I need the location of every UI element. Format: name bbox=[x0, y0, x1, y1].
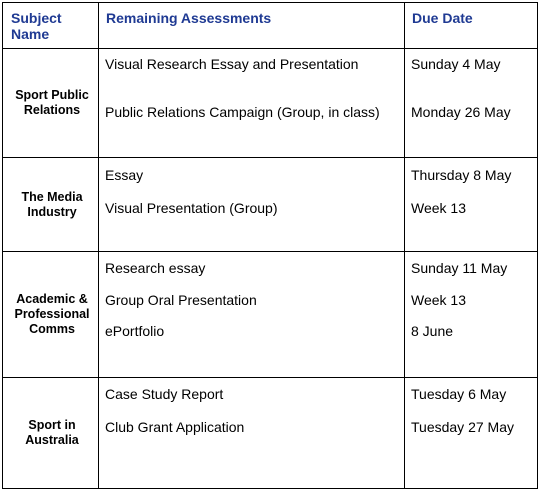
assessment-due: Tuesday 6 May bbox=[411, 386, 507, 402]
assessment-due: Tuesday 27 May bbox=[411, 419, 514, 435]
assessment-due: 8 June bbox=[411, 323, 454, 339]
subject-sport-in-australia: Sport in Australia bbox=[25, 418, 79, 447]
assessment-name: Public Relations Campaign (Group, in class) bbox=[105, 104, 380, 120]
assessment-due: Monday 26 May bbox=[411, 104, 511, 120]
header-subject-name: Subject Name bbox=[11, 10, 62, 42]
assessment-due: Week 13 bbox=[411, 292, 466, 308]
subject-academic-professional-comms: Academic & Professional Comms bbox=[14, 292, 90, 336]
header-remaining-assessments: Remaining Assessments bbox=[106, 10, 272, 26]
column-divider bbox=[404, 3, 405, 488]
assessment-due: Sunday 4 May bbox=[411, 56, 501, 72]
assessment-name: Visual Presentation (Group) bbox=[105, 200, 278, 216]
assessment-name: ePortfolio bbox=[105, 323, 165, 339]
assessment-name: Club Grant Application bbox=[105, 419, 245, 435]
assessment-name: Visual Research Essay and Presentation bbox=[105, 56, 359, 72]
assessment-name: Group Oral Presentation bbox=[105, 292, 257, 308]
subject-media-industry: The Media Industry bbox=[21, 189, 83, 219]
assessment-due: Sunday 11 May bbox=[411, 260, 508, 276]
assessments-table bbox=[2, 2, 538, 489]
assessment-name: Case Study Report bbox=[105, 386, 224, 402]
assessment-due: Week 13 bbox=[411, 200, 466, 216]
assessment-name: Research essay bbox=[105, 260, 206, 276]
assessment-due: Thursday 8 May bbox=[411, 167, 512, 183]
subject-sport-public-relations: Sport Public Relations bbox=[15, 88, 89, 117]
header-due-date: Due Date bbox=[412, 10, 473, 26]
assessment-name: Essay bbox=[105, 167, 144, 183]
